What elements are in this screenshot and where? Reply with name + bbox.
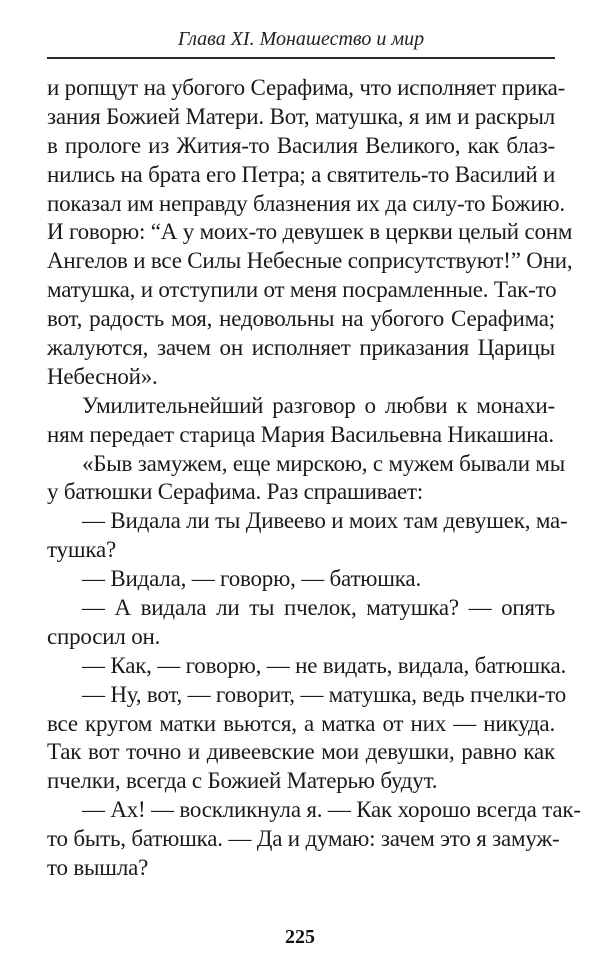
page-number: 225: [285, 926, 315, 948]
text-line: показал им неправду блазнения их да силу-то Божию.: [47, 190, 565, 216]
text-line: все кругом матки вьются, а матка от них — никуда.: [47, 710, 555, 736]
text-line: зания Божией Матери. Вот, матушка, я им и раскрыл: [47, 103, 555, 129]
text-line: в прологе из Жития-то Василия Великого, как блаз-: [47, 132, 555, 158]
text-line: — Видала, — говорю, — батюшка.: [82, 566, 421, 592]
page-body-text: [47, 74, 581, 883]
text-line: у батюшки Серафима. Раз спрашивает:: [47, 479, 424, 505]
text-line: ням передает старица Мария Васильевна Никашина.: [47, 421, 554, 447]
text-line: спросил он.: [47, 623, 161, 649]
header-rule-divider: [47, 57, 555, 59]
text-line: нились на брата его Петра; а святитель-то Василий и: [47, 161, 556, 187]
text-line: Умилительнейший разговор о любви к монахи-: [82, 392, 555, 418]
text-line: Небесной».: [47, 363, 158, 389]
text-line: — А видала ли ты пчелок, матушка? — опять: [82, 595, 555, 621]
text-line: «Быв замужем, еще мирскою, с мужем бывали мы: [82, 450, 565, 476]
text-line: пчелки, всегда с Божией Матерью будут.: [47, 768, 438, 794]
text-line: — Как, — говорю, — не видать, видала, батюшка.: [82, 652, 567, 678]
text-line: — Ах! — воскликнула я. — Как хорошо всегда так-: [82, 797, 581, 823]
text-line: то вышла?: [47, 855, 149, 881]
text-line: то быть, батюшка. — Да и думаю: зачем это я замуж-: [47, 826, 560, 852]
text-line: — Ну, вот, — говорит, — матушка, ведь пчелки-то: [82, 681, 567, 707]
text-line: Ангелов и все Силы Небесные соприсутствуют!” Они,: [47, 248, 573, 274]
text-line: жалуются, зачем он исполняет приказания Царицы: [47, 335, 555, 361]
text-line: — Видала ли ты Дивеево и моих там девушек, ма-: [82, 508, 568, 534]
text-line: матушка, и отступили от меня посрамленные. Так-то: [47, 277, 557, 303]
running-head-title: Глава XI. Монашество и мир: [177, 28, 425, 50]
text-line: Так вот точно и дивеевские мои девушки, равно как: [47, 739, 555, 765]
text-line: И говорю: “А у моих-то девушек в церкви целый сонм: [47, 219, 573, 245]
text-line: вот, радость моя, недовольны на убогого Серафима;: [47, 306, 555, 332]
text-line: тушка?: [47, 537, 117, 563]
text-line: и ропщут на убогого Серафима, что исполняет прика-: [47, 75, 566, 100]
